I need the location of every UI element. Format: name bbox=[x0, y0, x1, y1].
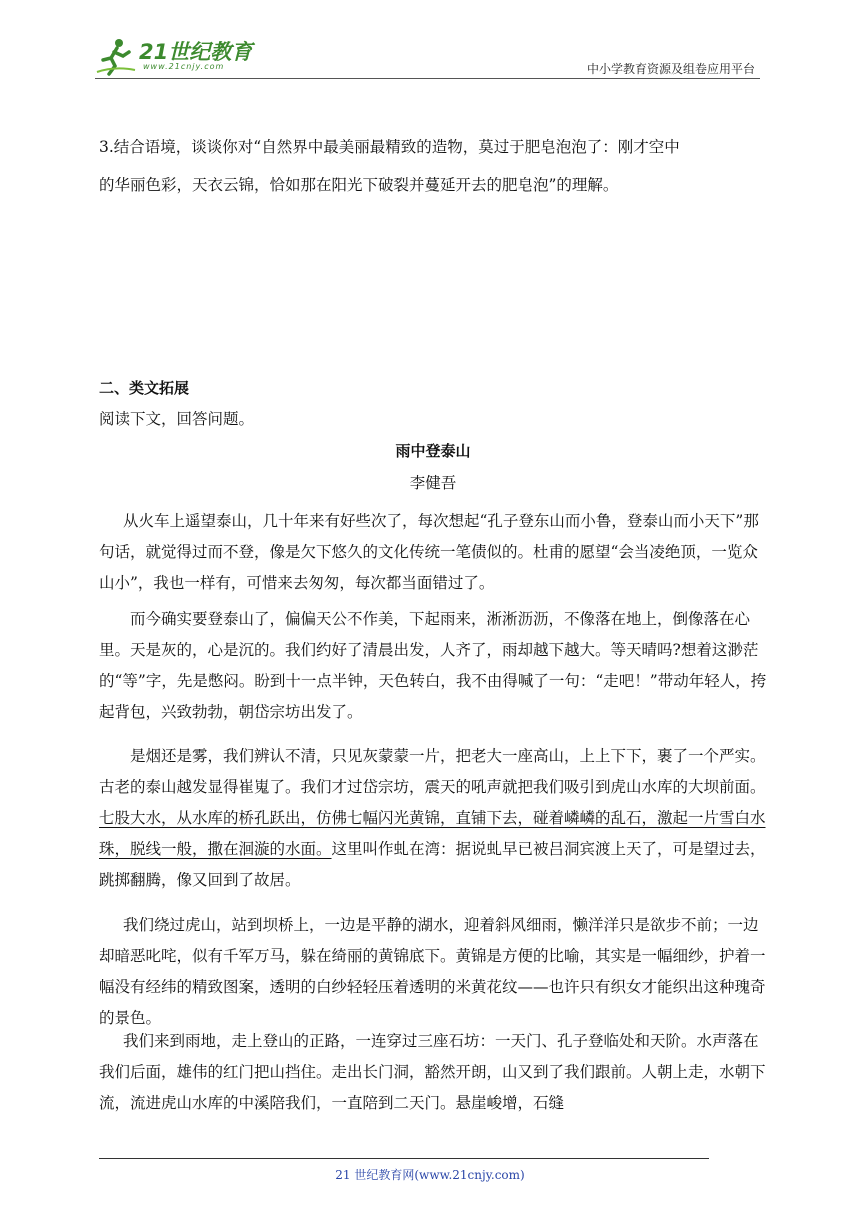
underlined-sentence: 七股大水，从水库的桥孔跃出，仿佛七幅闪光黄锦，直铺下去，碰着嶙嶙的乱石，激起一片雪白水珠，脱线一般，撒在洄漩的水面。 bbox=[99, 809, 766, 858]
article-paragraph-5: 我们来到雨地，走上登山的正路，一连穿过三座石坊：一天门、孔子登临处和天阶。水声落在我们后面，雄伟的红门把山挡住。走出长门洞，豁然开朗，山又到了我们跟前。人朝上走，水朝下流，流进虎山水库的中溪陪我们，一直陪到二天门。悬崖峻增，石缝 bbox=[99, 1032, 766, 1112]
question-3-line-1: 3.结合语境，谈谈你对“自然界中最美丽最精致的造物，莫过于肥皂泡泡了：刚才空中 bbox=[99, 138, 680, 156]
logo-url: www.21cnjy.com bbox=[143, 62, 225, 71]
footer-text: 21 世纪教育网(www.21cnjy.com) bbox=[335, 1168, 525, 1182]
article-author: 李健吾 bbox=[409, 474, 457, 492]
section-instruction: 阅读下文，回答问题。 bbox=[99, 410, 255, 428]
page-header bbox=[95, 30, 755, 80]
runner-logo-icon bbox=[95, 36, 139, 76]
article-title: 雨中登泰山 bbox=[395, 442, 471, 460]
footer-divider bbox=[99, 1158, 709, 1159]
platform-name: 中小学教育资源及组卷应用平台 bbox=[586, 62, 755, 76]
section-heading: 二、类文拓展 bbox=[99, 379, 190, 397]
paragraph-3-text-before: 是烟还是雾，我们辨认不清，只见灰蒙蒙一片，把老大一座高山，上上下下，裹了一个严实。古老的泰山越发显得崔嵬了。我们才过岱宗坊，震天的吼声就把我们吸引到虎山水库的大坝前面。 bbox=[99, 747, 766, 796]
paragraph-3-text-after: 这里叫作虬在湾：据说虬早已被吕洞宾渡上天了，可是望过去，跳掷翻腾，像又回到了故居。 bbox=[99, 840, 766, 889]
logo-text: 21世纪教育 bbox=[139, 40, 253, 64]
site-logo bbox=[95, 36, 265, 76]
article-paragraph-2: 而今确实要登泰山了，偏偏天公不作美，下起雨来，淅淅沥沥，不像落在地上，倒像落在心里。天是灰的，心是沉的。我们约好了清晨出发，人齐了，雨却越下越大。等天晴吗?想着这渺茫的“等”字，先是憋闷。盼到十一点半钟，天色转白，我不由得喊了一句：“走吧！”带动年轻人，挎起背包，兴致勃勃，朝岱宗坊出发了。 bbox=[99, 610, 767, 721]
article-paragraph-1: 从火车上遥望泰山，几十年来有好些次了，每次想起“孔子登东山而小鲁，登泰山而小天下”那句话，就觉得过而不登，像是欠下悠久的文化传统一笔债似的。杜甫的愿望“会当凌绝顶，一览众山小”，我也一样有，可惜来去匆匆，每次都当面错过了。 bbox=[99, 512, 759, 592]
question-3-line-2: 的华丽色彩，天衣云锦，恰如那在阳光下破裂并蔓延开去的肥皂泡”的理解。 bbox=[99, 176, 619, 194]
article-paragraph-3 bbox=[99, 741, 767, 896]
article-paragraph-4: 我们绕过虎山，站到坝桥上，一边是平静的湖水，迎着斜风细雨，懒洋洋只是欲步不前；一边却暗恶叱咤，似有千军万马，躲在绮丽的黄锦底下。黄锦是方便的比喻，其实是一幅细纱，护着一幅没有经纬的精致图案，透明的白纱轻轻压着透明的米黄花纹——也许只有织女才能织出这种瑰奇的景色。 bbox=[99, 916, 766, 1027]
header-divider bbox=[95, 78, 760, 79]
